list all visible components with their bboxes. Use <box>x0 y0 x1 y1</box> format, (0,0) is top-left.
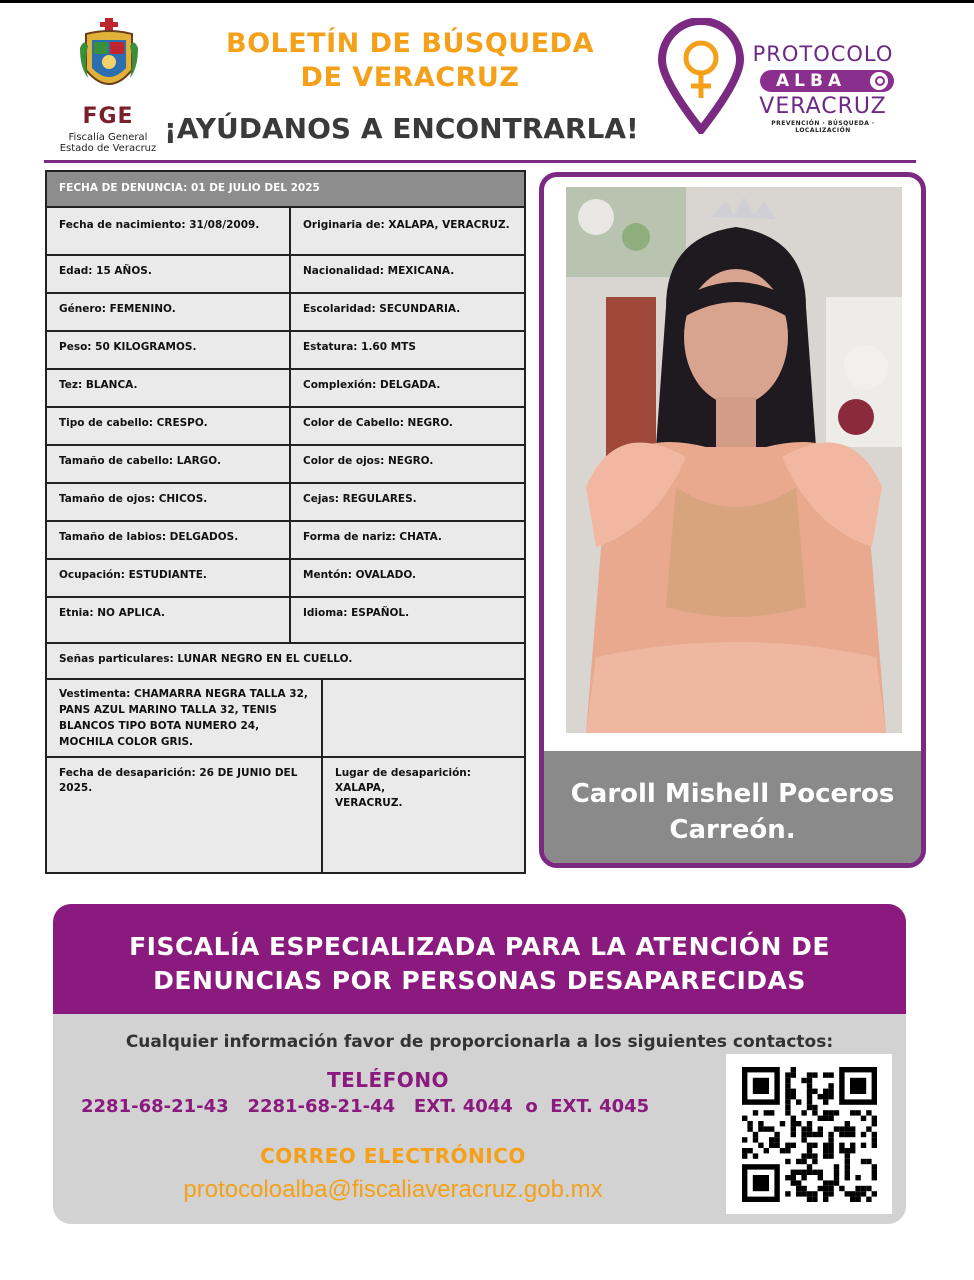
occupation: Ocupación: ESTUDIANTE. <box>59 569 207 581</box>
table-row <box>47 758 524 872</box>
clothing-line-1: Vestimenta: CHAMARRA NEGRA TALLA 32, <box>59 688 308 700</box>
ethnicity: Etnia: NO APLICA. <box>59 607 166 619</box>
missing-place <box>321 758 524 872</box>
fge-logo <box>58 14 158 154</box>
age: Edad: 15 AÑOS. <box>59 265 152 277</box>
email-link[interactable]: protocoloalba@fiscaliaveracruz.gob.mx <box>183 1176 603 1203</box>
person-name-line-2: Carreón. <box>669 815 796 845</box>
distinguishing-marks: Señas particulares: LUNAR NEGRO EN EL CUELLO. <box>59 653 353 665</box>
table-row <box>47 332 524 370</box>
fge-subtitle <box>58 132 158 154</box>
person-data-table <box>45 170 526 874</box>
language: Idioma: ESPAÑOL. <box>289 598 524 642</box>
eyebrows: Cejas: REGULARES. <box>289 484 524 520</box>
birth-date: Fecha de nacimiento: 31/08/2009. <box>59 219 260 231</box>
office-name-line-2: DENUNCIAS POR PERSONAS DESAPARECIDAS <box>153 966 806 995</box>
office-banner <box>53 904 906 1014</box>
missing-person-photo <box>566 187 902 733</box>
table-row <box>47 172 524 208</box>
photo-card <box>539 172 926 868</box>
hair-length: Tamaño de cabello: LARGO. <box>59 455 221 467</box>
table-row <box>47 294 524 332</box>
table-row <box>47 208 524 256</box>
contact-box <box>53 1014 906 1224</box>
missing-date-line-2: 2025. <box>59 782 93 794</box>
protocolo-alba-logo <box>656 18 906 138</box>
skin-tone: Tez: BLANCA. <box>59 379 138 391</box>
table-row <box>47 370 524 408</box>
empty-cell <box>321 680 524 756</box>
header-divider <box>44 160 916 163</box>
hair-type: Tipo de cabello: CRESPO. <box>59 417 208 429</box>
office-name-line-1: FISCALÍA ESPECIALIZADA PARA LA ATENCIÓN DE <box>129 932 830 961</box>
veracruz-coat-of-arms-icon <box>78 18 140 100</box>
missing-date-line-1: Fecha de desaparición: 26 DE JUNIO DEL <box>59 767 298 779</box>
eye-size: Tamaño de ojos: CHICOS. <box>59 493 208 505</box>
table-row <box>47 644 524 680</box>
chin: Mentón: OVALADO. <box>289 560 524 596</box>
qr-code[interactable] <box>726 1054 892 1214</box>
phone-numbers[interactable]: 2281-68-21-43 2281-68-21-44 EXT. 4044 o EXT. 4045 <box>81 1096 650 1117</box>
portrait-illustration <box>566 187 902 733</box>
fge-acronym: FGE <box>82 104 134 129</box>
clothing-line-4: MOCHILA COLOR GRIS. <box>59 736 194 748</box>
table-row <box>47 408 524 446</box>
table-row <box>47 560 524 598</box>
bulletin-title-line-2: DE VERACRUZ <box>300 62 520 93</box>
table-row <box>47 680 524 758</box>
contact-intro: Cualquier información favor de proporcionarla a los siguientes contactos: <box>125 1032 834 1052</box>
eye-color: Color de ojos: NEGRO. <box>289 446 524 482</box>
bulletin-title-line-1: BOLETÍN DE BÚSQUEDA <box>226 28 594 59</box>
fge-subtitle-line-2: Estado de Veracruz <box>59 143 157 154</box>
missing-date <box>47 758 321 872</box>
height: Estatura: 1.60 MTS <box>289 332 524 368</box>
alba-pill <box>760 70 894 92</box>
origin: Originaria de: XALAPA, VERACRUZ. <box>289 208 524 254</box>
nose-shape: Forma de nariz: CHATA. <box>289 522 524 558</box>
fge-subtitle-line-1: Fiscalía General <box>68 132 148 143</box>
person-name-line-1: Caroll Mishell Poceros <box>570 779 895 809</box>
report-date: FECHA DE DENUNCIA: 01 DE JULIO DEL 2025 <box>59 182 320 194</box>
clothing <box>47 680 321 756</box>
qr-code-icon <box>726 1054 892 1214</box>
phone-label: TELÉFONO <box>326 1068 450 1092</box>
hair-color: Color de Cabello: NEGRO. <box>289 408 524 444</box>
location-pin-female-icon <box>656 18 746 134</box>
table-row <box>47 256 524 294</box>
missing-place-line-1: Lugar de desaparición: XALAPA, <box>335 767 471 794</box>
nationality: Nacionalidad: MEXICANA. <box>289 256 524 292</box>
table-row <box>47 446 524 484</box>
slogan: ¡AYÚDANOS A ENCONTRARLA! <box>164 112 639 145</box>
gender: Género: FEMENINO. <box>59 303 176 315</box>
alba-tagline: PREVENCIÓN · BÚSQUEDA · LOCALIZACIÓN <box>771 120 875 134</box>
email-label: CORREO ELECTRÓNICO <box>260 1144 526 1168</box>
clothing-line-2: PANS AZUL MARINO TALLA 32, TENIS <box>59 704 277 716</box>
schooling: Escolaridad: SECUNDARIA. <box>289 294 524 330</box>
build: Complexión: DELGADA. <box>289 370 524 406</box>
weight: Peso: 50 KILOGRAMOS. <box>59 341 197 353</box>
search-icon <box>870 72 888 90</box>
lip-size: Tamaño de labios: DELGADOS. <box>59 531 239 543</box>
clothing-line-3: BLANCOS TIPO BOTA NUMERO 24, <box>59 720 260 732</box>
top-border <box>0 0 974 3</box>
missing-place-line-2: VERACRUZ. <box>335 797 403 809</box>
alba-protocolo-text: PROTOCOLO <box>752 42 894 66</box>
table-row <box>47 522 524 560</box>
name-box <box>544 751 921 863</box>
alba-word: ALBA <box>776 71 847 91</box>
table-row <box>47 598 524 644</box>
alba-veracruz-text: VERACRUZ <box>759 94 887 119</box>
table-row <box>47 484 524 522</box>
